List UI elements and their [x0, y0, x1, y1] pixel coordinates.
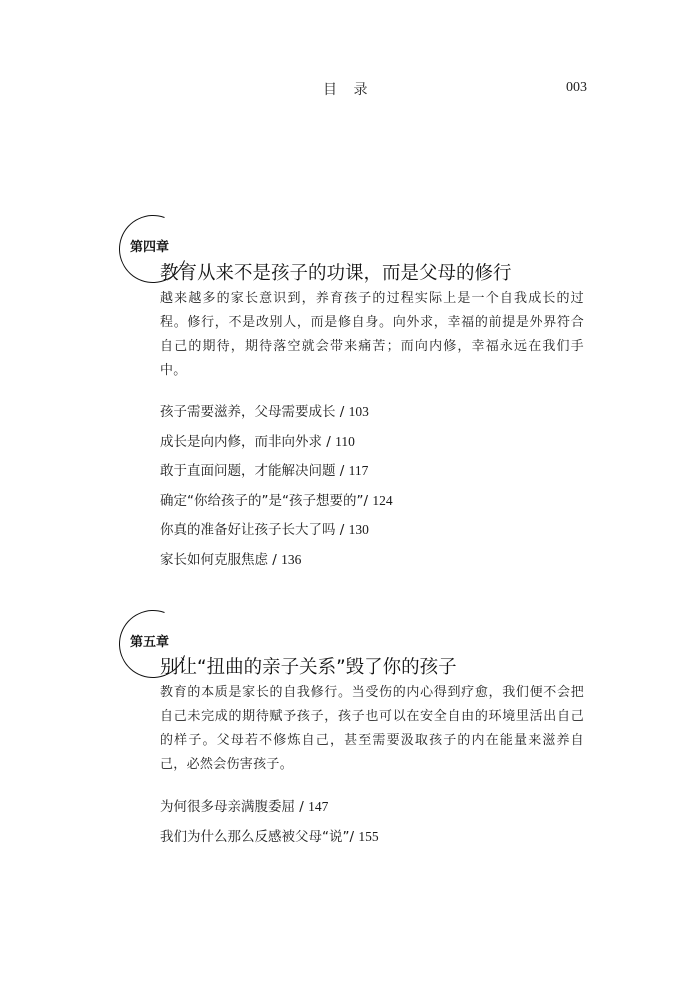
- toc-entry[interactable]: [160, 518, 393, 548]
- entry-page: 147: [308, 799, 329, 814]
- entry-title: 敢于直面问题，才能解决问题 /: [160, 463, 349, 479]
- chapter-entries: [160, 795, 379, 854]
- entry-page: 117: [348, 463, 369, 478]
- toc-entry[interactable]: [160, 489, 393, 519]
- entry-page: 155: [358, 828, 379, 844]
- chapter-label: 第五章: [130, 635, 170, 650]
- toc-entry[interactable]: [160, 548, 393, 578]
- entry-page: 110: [335, 433, 355, 449]
- entry-page: 136: [281, 551, 302, 567]
- toc-entry[interactable]: [160, 795, 379, 825]
- entry-title: 成长是向内修，而非向外求 /: [160, 433, 336, 450]
- entry-title: 你真的准备好让孩子长大了吗 /: [160, 522, 349, 538]
- entry-page: 124: [372, 492, 393, 508]
- toc-entry[interactable]: [160, 825, 379, 855]
- entry-title: 孩子需要滋养，父母需要成长 /: [160, 404, 349, 420]
- toc-entry[interactable]: [160, 400, 393, 430]
- page-number: 003: [566, 80, 587, 95]
- entry-title: 我们为什么那么反感被父母“说”/: [160, 828, 359, 845]
- chapter-description: 越来越多的家长意识到，养育孩子的过程实际上是一个自我成长的过程。修行，不是改别人，而是修自身。向外求，幸福的前提是外界符合自己的期待，期待落空就会带来痛苦；而向内修，幸福永远在我们手中。: [160, 291, 584, 378]
- chapter-entries: [160, 400, 393, 577]
- chapter-title: 别让“扭曲的亲子关系”毁了你的孩子: [160, 657, 457, 678]
- entry-title: 家长如何克服焦虑 /: [160, 551, 282, 568]
- chapter-description: 教育的本质是家长的自我修行。当受伤的内心得到疗愈，我们便不会把自己未完成的期待赋予孩子，孩子也可以在安全自由的环境里活出自己的样子。父母若不修炼自己，甚至需要汲取孩子的内在能量来滋养自己，必然会伤害孩子。: [160, 685, 584, 772]
- entry-title: 为何很多母亲满腹委屈 /: [160, 799, 309, 815]
- chapter-title: 教育从来不是孩子的功课，而是父母的修行: [160, 263, 512, 284]
- chapter-label: 第四章: [130, 240, 170, 255]
- entry-page: 130: [348, 522, 369, 537]
- entry-title: 确定“你给孩子的”是“孩子想要的”/: [160, 492, 373, 509]
- toc-entry[interactable]: [160, 430, 393, 460]
- toc-entry[interactable]: [160, 459, 393, 489]
- running-header-title: 目 录: [323, 82, 374, 98]
- entry-page: 103: [348, 404, 369, 419]
